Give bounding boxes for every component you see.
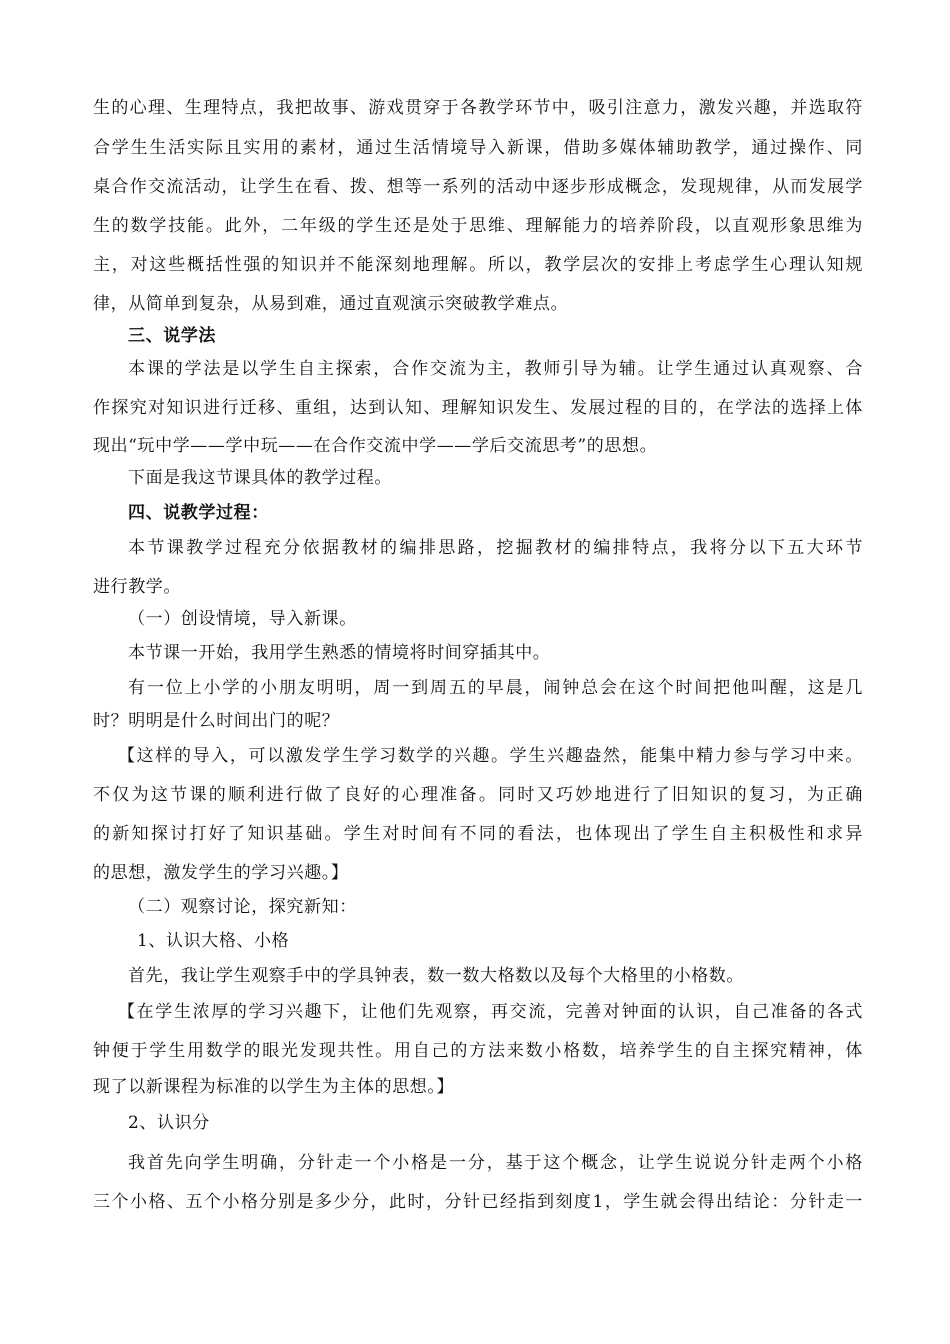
subsection-heading: 1、认识大格、小格: [137, 931, 290, 951]
text-line: 生的心理、生理特点，我把故事、游戏贯穿于各教学环节中，吸引注意力，激发兴趣，并选取符: [93, 98, 863, 118]
text-line: 生的数学技能。此外，二年级的学生还是处于思维、理解能力的培养阶段，以直观形象思维为: [93, 216, 863, 236]
text-line: 的思想，激发学生的学习兴趣。】: [93, 863, 349, 883]
paragraph-first-line: 【在学生浓厚的学习兴趣下，让他们先观察，再交流，完善对钟面的认识，自己准备的各式: [118, 1002, 863, 1022]
text-line: 合学生生活实际且实用的素材，通过生活情境导入新课，借助多媒体辅助教学，通过操作、同: [93, 138, 863, 158]
text-line: 现出“玩中学——学中玩——在合作交流中学——学后交流思考”的思想。: [93, 436, 658, 456]
text-line: 的新知探讨打好了知识基础。学生对时间有不同的看法，也体现出了学生自主积极性和求异: [93, 824, 863, 844]
paragraph-first-line: 本课的学法是以学生自主探索，合作交流为主，教师引导为辅。让学生通过认真观察、合: [128, 359, 863, 379]
paragraph-first-line: 本节课一开始，我用学生熟悉的情境将时间穿插其中。: [128, 643, 551, 663]
subsection-heading: （一）创设情境，导入新课。: [128, 609, 357, 629]
subsection-heading: （二）观察讨论，探究新知：: [128, 897, 357, 917]
paragraph-first-line: 【这样的导入，可以激发学生学习数学的兴趣。学生兴趣盎然，能集中精力参与学习中来。: [118, 746, 863, 766]
text-line: 现了以新课程为标准的以学生为主体的思想。】: [93, 1077, 455, 1097]
text-line: 作探究对知识进行迁移、重组，达到认知、理解知识发生、发展过程的目的，在学法的选择上体: [93, 398, 863, 418]
text-line: 进行教学。: [93, 577, 181, 597]
text-line: 三个小格、五个小格分别是多少分，此时，分针已经指到刻度1，学生就会得出结论：分针走一: [93, 1192, 863, 1212]
section-heading: 四、说教学过程：: [128, 503, 269, 523]
paragraph-first-line: 下面是我这节课具体的教学过程。: [128, 468, 392, 488]
paragraph-first-line: 本节课教学过程充分依据教材的编排思路，挖掘教材的编排特点，我将分以下五大环节: [128, 538, 863, 558]
text-line: 桌合作交流活动，让学生在看、拨、想等一系列的活动中逐步形成概念，发现规律，从而发展学: [93, 177, 863, 197]
text-line: 不仅为这节课的顺利进行做了良好的心理准备。同时又巧妙地进行了旧知识的复习，为正确: [93, 785, 863, 805]
paragraph-first-line: 我首先向学生明确，分针走一个小格是一分，基于这个概念，让学生说说分针走两个小格: [128, 1153, 863, 1173]
section-heading: 三、说学法: [128, 326, 216, 346]
text-line: 主，对这些概括性强的知识并不能深刻地理解。所以，教学层次的安排上考虑学生心理认知规: [93, 255, 863, 275]
text-line: 时？明明是什么时间出门的呢？: [93, 711, 340, 731]
text-line: 律，从简单到复杂，从易到难，通过直观演示突破教学难点。: [93, 294, 569, 314]
paragraph-first-line: 首先，我让学生观察手中的学具钟表，数一数大格数以及每个大格里的小格数。: [128, 966, 744, 986]
paragraph-first-line: 有一位上小学的小朋友明明，周一到周五的早晨，闹钟总会在这个时间把他叫醒，这是几: [128, 678, 863, 698]
subsection-heading: 2、认识分: [128, 1113, 210, 1133]
text-line: 钟便于学生用数学的眼光发现共性。用自己的方法来数小格数，培养学生的自主探究精神，体: [93, 1041, 863, 1061]
